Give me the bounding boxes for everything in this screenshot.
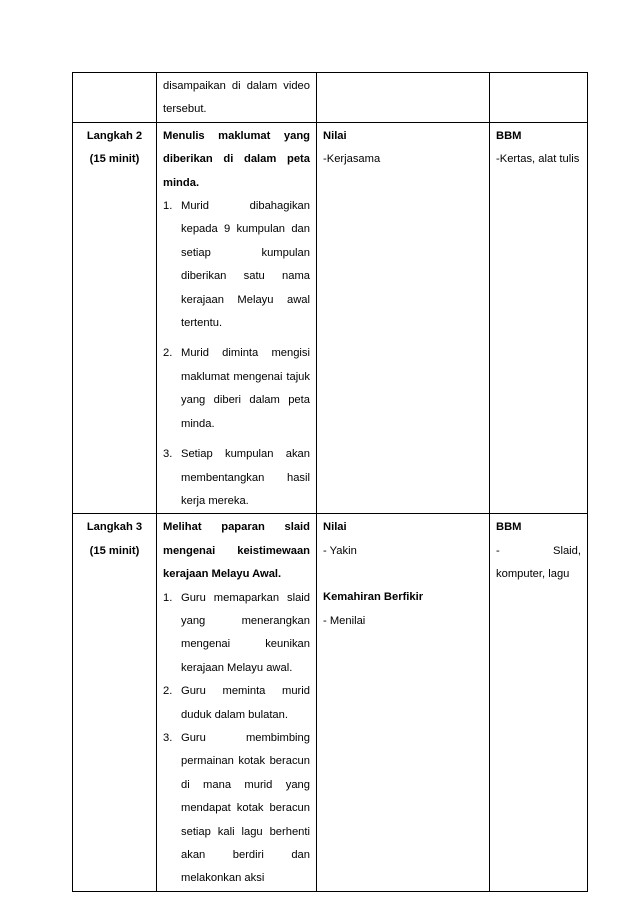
activity-heading: Menulis maklumat yang diberikan di dalam peta minda.	[163, 129, 310, 189]
step-label: Langkah 3	[86, 521, 143, 534]
list-item	[163, 443, 310, 513]
materials-cell	[490, 514, 588, 892]
list-item	[163, 680, 310, 727]
table-row	[73, 73, 588, 123]
step-cell	[73, 514, 157, 892]
step-cell	[73, 122, 157, 514]
nilai-label: Nilai	[323, 521, 347, 534]
step-cell	[73, 73, 157, 123]
list-number: 2.	[163, 685, 173, 698]
list-text: Murid diminta mengisi maklumat mengenai tajuk yang diberi dalam peta minda.	[181, 347, 310, 430]
step-duration: (15 minit)	[89, 544, 140, 557]
table-row	[73, 122, 588, 514]
list-number: 3.	[163, 731, 173, 744]
activity-cell	[157, 122, 317, 514]
values-cell	[317, 73, 490, 123]
spacer	[323, 563, 483, 586]
list-text: Guru memaparkan slaid yang menerangkan mengenai keunikan kerajaan Melayu awal.	[181, 591, 310, 674]
activity-list	[163, 195, 310, 513]
bbm-label: BBM	[496, 521, 522, 534]
bbm-value: -Kertas, alat tulis	[496, 153, 580, 166]
table-row	[73, 514, 588, 892]
list-number: 1.	[163, 200, 173, 213]
step-duration: (15 minit)	[89, 153, 140, 166]
list-number: 3.	[163, 448, 173, 461]
activity-cell	[157, 73, 317, 123]
bbm-value: - Slaid, komputer, lagu	[496, 544, 581, 581]
activity-cell	[157, 514, 317, 892]
kemahiran-value: - Menilai	[323, 614, 366, 627]
nilai-value: - Yakin	[323, 544, 357, 557]
nilai-value: -Kerjasama	[323, 153, 381, 166]
list-text: Setiap kumpulan akan membentangkan hasil kerja mereka.	[181, 448, 310, 507]
activity-list	[163, 587, 310, 891]
step-label: Langkah 2	[86, 129, 143, 142]
list-number: 2.	[163, 347, 173, 360]
list-text: Guru meminta murid duduk dalam bulatan.	[181, 685, 310, 721]
list-item	[163, 195, 310, 335]
nilai-label: Nilai	[323, 129, 347, 142]
materials-cell	[490, 73, 588, 123]
bbm-label: BBM	[496, 129, 522, 142]
activity-heading: Melihat paparan slaid mengenai keistimewaan kerajaan Melayu Awal.	[163, 521, 310, 581]
kemahiran-label: Kemahiran Berfikir	[323, 591, 424, 604]
list-item	[163, 727, 310, 891]
values-cell	[317, 122, 490, 514]
list-text: Guru membimbing permainan kotak beracun di mana murid yang mendapat kotak beracun setiap kali lagu berhenti akan berdiri dan melakonkan aksi	[181, 731, 310, 885]
list-item	[163, 342, 310, 436]
activity-text: disampaikan di dalam video tersebut.	[163, 80, 310, 116]
materials-cell	[490, 122, 588, 514]
lesson-plan-table	[72, 72, 588, 892]
values-cell	[317, 514, 490, 892]
list-text: Murid dibahagikan kepada 9 kumpulan dan setiap kumpulan diberikan satu nama kerajaan Melayu awal tertentu.	[181, 200, 310, 330]
list-number: 1.	[163, 591, 173, 604]
list-item	[163, 587, 310, 681]
